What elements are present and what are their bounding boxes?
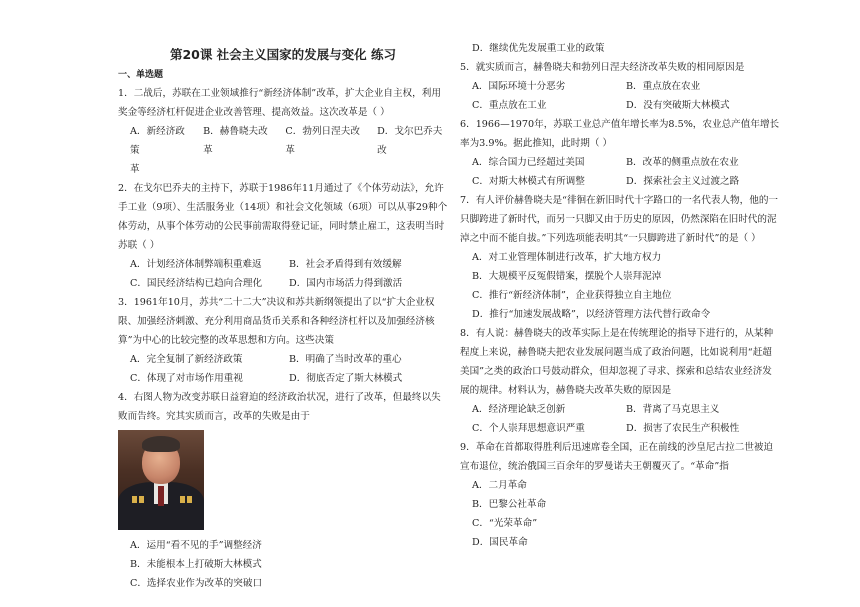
question-stem: 5．就实质而言，赫鲁晓夫和勃列日涅夫经济改革失败的相同原因是: [460, 62, 745, 73]
question-1: [118, 84, 448, 179]
question-6: [460, 115, 780, 191]
option-a[interactable]: A．新经济政策: [130, 126, 185, 156]
section-heading: 一、单选题: [118, 70, 164, 80]
options: [460, 77, 780, 115]
option-a[interactable]: A．对工业管理体制进行改革，扩大地方权力: [472, 252, 662, 263]
option-c[interactable]: C．国民经济结构已趋向合理化: [130, 278, 263, 289]
option-a[interactable]: A．运用“看不见的手”调整经济: [130, 540, 262, 551]
option-c[interactable]: C．体现了对市场作用重视: [130, 373, 243, 384]
question-7: [460, 191, 780, 324]
question-3: [118, 293, 448, 388]
left-column: [118, 0, 448, 593]
option-b[interactable]: B．大规模平反冤假错案，摆脱个人崇拜泥淖: [472, 271, 662, 282]
option-d-continuation: 革: [130, 164, 140, 175]
option-b[interactable]: B．社会矛盾得到有效缓解: [289, 259, 402, 270]
question-stem: 7．有人评价赫鲁晓夫是“徘徊在新旧时代十字路口的一名代表人物，他的一只脚跨进了新时代，而另一只脚又由于历史的原因，仍然深陷在旧时代的泥淖之中而不能自拔。”下列选项能表明其“一只脚跨进了新时代”的是（ ）: [460, 195, 779, 244]
option-a[interactable]: A．综合国力已经超过美国: [472, 157, 585, 168]
question-9: [460, 438, 780, 552]
option-d[interactable]: D．彻底否定了斯大林模式: [289, 373, 403, 384]
question-stem: 6．1966—1970年，苏联工业总产值年增长率为8.5%，农业总产值年增长率为3.9%。据此推知，此时期（ ）: [460, 119, 780, 149]
option-c[interactable]: C．“光荣革命”: [472, 518, 538, 529]
option-b[interactable]: B．赫鲁晓夫改革: [203, 126, 268, 156]
question-4: [118, 388, 448, 593]
option-d[interactable]: D．探索社会主义过渡之路: [626, 176, 740, 187]
option-c[interactable]: C．勃列日涅夫改革: [285, 126, 360, 156]
option-a[interactable]: A．经济理论缺乏创新: [472, 404, 566, 415]
option-b[interactable]: B．明确了当时改革的重心: [289, 354, 402, 365]
option-d[interactable]: D．国内市场活力得到激活: [289, 278, 403, 289]
option-d[interactable]: D．推行“加速发展战略”，以经济管理方法代替行政命令: [472, 309, 711, 320]
options: [118, 122, 448, 160]
option-a[interactable]: A．计划经济体制弊端积重难返: [130, 259, 262, 270]
page-title: 第20课 社会主义国家的发展与变化 练习: [169, 47, 397, 62]
options: [460, 400, 780, 438]
option-b[interactable]: B．未能根本上打破斯大林模式: [130, 559, 262, 570]
portrait-photo: [118, 430, 204, 530]
question-4-option-d[interactable]: D．继续优先发展重工业的政策: [472, 43, 605, 54]
question-stem: 8．有人说：赫鲁晓夫的改革实际上是在传统理论的指导下进行的，从某种程度上来说，赫鲁晓夫把农业发展问题当成了政治问题，比如说利用“赶超美国”之类的政治口号鼓动群众，但却忽视了寻求、探索和总结农业经济发展的规律。材料认为，赫鲁晓夫改革失败的原因是: [460, 328, 774, 396]
option-b[interactable]: B．重点放在农业: [626, 81, 701, 92]
option-c[interactable]: C．重点放在工业: [472, 100, 547, 111]
question-stem: 1．二战后，苏联在工业领域推行“新经济体制”改革，扩大企业自主权，利用奖金等经济杠杆促进企业改善管理、提高效益。这次改革是（ ）: [118, 88, 441, 118]
question-8: [460, 324, 780, 438]
option-a[interactable]: A．国际环境十分恶劣: [472, 81, 566, 92]
option-b[interactable]: B．背离了马克思主义: [626, 404, 720, 415]
right-column: [460, 39, 780, 552]
option-b[interactable]: B．改革的侧重点放在农业: [626, 157, 739, 168]
options: [118, 255, 448, 293]
question-stem: 4．右图人物为改变苏联日益窘迫的经济政治状况，进行了改革，但最终以失败而告终。究其实质而言，改革的失败是由于: [118, 392, 441, 422]
option-b[interactable]: B．巴黎公社革命: [472, 499, 547, 510]
option-d[interactable]: D．没有突破斯大林模式: [626, 100, 730, 111]
option-d[interactable]: D．戈尔巴乔夫改: [377, 126, 443, 156]
question-stem: 3．1961年10月，苏共“二十二大”决议和苏共新纲领提出了以“扩大企业权限、加强经济刺激、充分利用商品货币关系和各种经济杠杆以及加强经济核算”为中心的比较完整的改革思想和方向。这些决策: [118, 297, 435, 346]
option-a[interactable]: A．完全复制了新经济政策: [130, 354, 243, 365]
options: [118, 350, 448, 388]
question-stem: 2．在戈尔巴乔夫的主持下，苏联于1986年11月通过了《个体劳动法》，允许手工业（9项）、生活服务业（14项）和社会文化领域（6项）可以从事29种个体劳动，从事个体劳动的公民事前需取得登记证，同时禁止雇工，这表明当时苏联（ ）: [118, 183, 448, 251]
option-c[interactable]: C．推行“新经济体制”，企业获得独立自主地位: [472, 290, 672, 301]
option-d[interactable]: D．国民革命: [472, 537, 528, 548]
option-d[interactable]: D．损害了农民生产积极性: [626, 423, 740, 434]
option-c[interactable]: C．对斯大林模式有所调整: [472, 176, 585, 187]
options: [460, 153, 780, 191]
option-a[interactable]: A．二月革命: [472, 480, 527, 491]
question-stem: 9．革命在首都取得胜利后迅速席卷全国，正在前线的沙皇尼古拉二世被迫宣布退位，统治俄国三百余年的罗曼诺夫王朝覆灭了。“革命”指: [460, 442, 774, 472]
option-c[interactable]: C．选择农业作为改革的突破口: [130, 578, 263, 589]
question-2: [118, 179, 448, 293]
question-5: [460, 58, 780, 115]
option-c[interactable]: C．个人崇拜思想意识严重: [472, 423, 585, 434]
